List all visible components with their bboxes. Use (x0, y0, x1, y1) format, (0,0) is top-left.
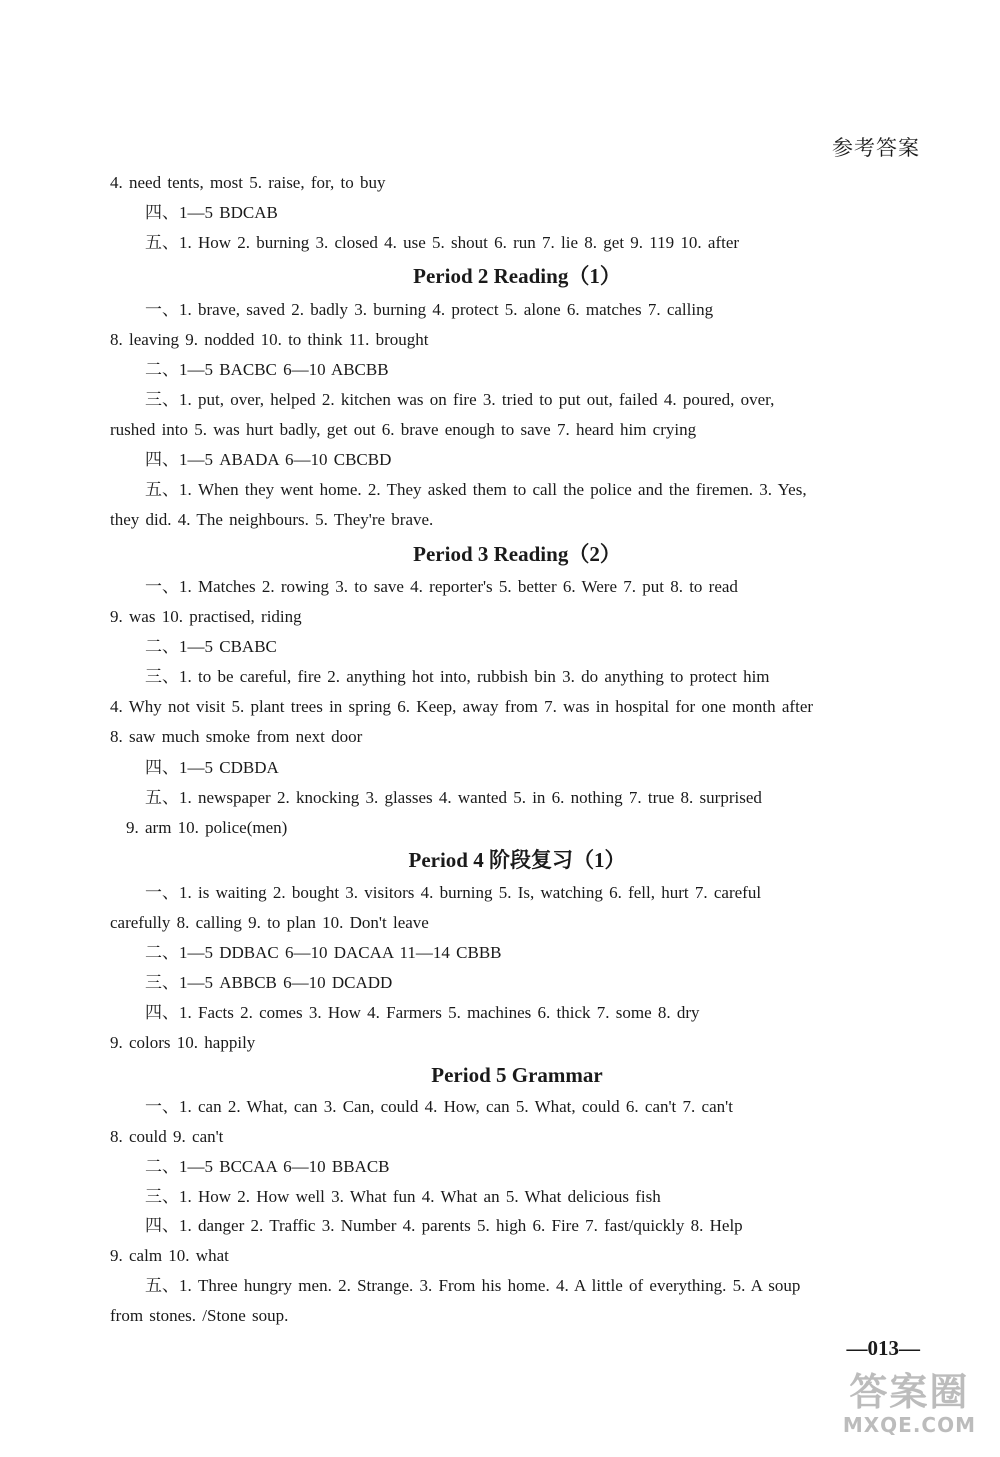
answer-line: 二、1—5 CBABC (145, 637, 277, 656)
section-title: Period 5 Grammar (431, 1063, 603, 1087)
answer-line: 三、1. How 2. How well 3. What fun 4. What an 5. What delicious fish (145, 1187, 661, 1206)
answer-line: 一、1. brave, saved 2. badly 3. burning 4. protect 5. alone 6. matches 7. calling (145, 300, 714, 319)
answer-line: 9. was 10. practised, riding (110, 607, 302, 626)
answer-line: 一、1. can 2. What, can 3. Can, could 4. How, can 5. What, could 6. can't 7. can't (145, 1097, 733, 1116)
answer-line: 四、1—5 CDBDA (145, 758, 279, 777)
answer-line: 二、1—5 DDBAC 6—10 DACAA 11—14 CBBB (145, 943, 502, 962)
answer-line: 二、1—5 BCCAA 6—10 BBACB (145, 1157, 390, 1176)
answer-line: carefully 8. calling 9. to plan 10. Don't leave (110, 913, 429, 932)
answer-line: 一、1. is waiting 2. bought 3. visitors 4. burning 5. Is, watching 6. fell, hurt 7. careful (145, 883, 762, 902)
answer-line: 四、1. Facts 2. comes 3. How 4. Farmers 5. machines 6. thick 7. some 8. dry (145, 1003, 700, 1022)
answer-line: 三、1. to be careful, fire 2. anything hot into, rubbish bin 3. do anything to protect him (145, 667, 770, 686)
section-title: Period 4 阶段复习（1） (408, 848, 626, 872)
answer-line: 四、1—5 BDCAB (145, 203, 278, 222)
site-watermark (843, 1370, 976, 1436)
answer-line: 五、1. newspaper 2. knocking 3. glasses 4. wanted 5. in 6. nothing 7. true 8. surprised (145, 788, 762, 807)
answer-line: 五、1. When they went home. 2. They asked them to call the police and the firemen. 3. Yes, (145, 480, 807, 499)
answer-line: 9. colors 10. happily (110, 1033, 256, 1052)
answer-line: 4. Why not visit 5. plant trees in spring 6. Keep, away from 7. was in hospital for one month after (110, 697, 814, 716)
answer-line: 9. calm 10. what (110, 1246, 229, 1265)
section-title: Period 3 Reading（2） (413, 542, 621, 566)
answer-line: from stones. /Stone soup. (110, 1306, 289, 1325)
answer-line: 五、1. Three hungry men. 2. Strange. 3. From his home. 4. A little of everything. 5. A soup (145, 1276, 801, 1295)
answer-line: 四、1. danger 2. Traffic 3. Number 4. parents 5. high 6. Fire 7. fast/quickly 8. Help (145, 1216, 743, 1235)
answer-line: they did. 4. The neighbours. 5. They're brave. (110, 510, 434, 529)
answer-line: 三、1—5 ABBCB 6—10 DCADD (145, 973, 393, 992)
watermark-domain: MXQE.COM (842, 1413, 976, 1437)
answer-line: 8. leaving 9. nodded 10. to think 11. brought (110, 330, 429, 349)
answer-line: 三、1. put, over, helped 2. kitchen was on fire 3. tried to put out, failed 4. poured, over, (145, 390, 775, 409)
page-number: —013— (846, 1336, 920, 1360)
answer-line: 8. could 9. can't (110, 1127, 224, 1146)
answer-line: 四、1—5 ABADA 6—10 CBCBD (145, 450, 392, 469)
answer-line: 8. saw much smoke from next door (110, 727, 363, 746)
watermark-logo-text: 答案圈 (849, 1370, 970, 1414)
answer-line: 五、1. How 2. burning 3. closed 4. use 5. shout 6. run 7. lie 8. get 9. 119 10. after (145, 233, 740, 252)
answer-line: 二、1—5 BACBC 6—10 ABCBB (145, 360, 389, 379)
answer-line: 9. arm 10. police(men) (126, 818, 288, 837)
running-head: 参考答案 (832, 136, 920, 160)
answer-line: 4. need tents, most 5. raise, for, to buy (110, 173, 386, 192)
answer-line: 一、1. Matches 2. rowing 3. to save 4. reporter's 5. better 6. Were 7. put 8. to read (145, 577, 738, 596)
answer-line: rushed into 5. was hurt badly, get out 6. brave enough to save 7. heard him crying (110, 420, 697, 439)
section-title: Period 2 Reading（1） (413, 264, 621, 288)
